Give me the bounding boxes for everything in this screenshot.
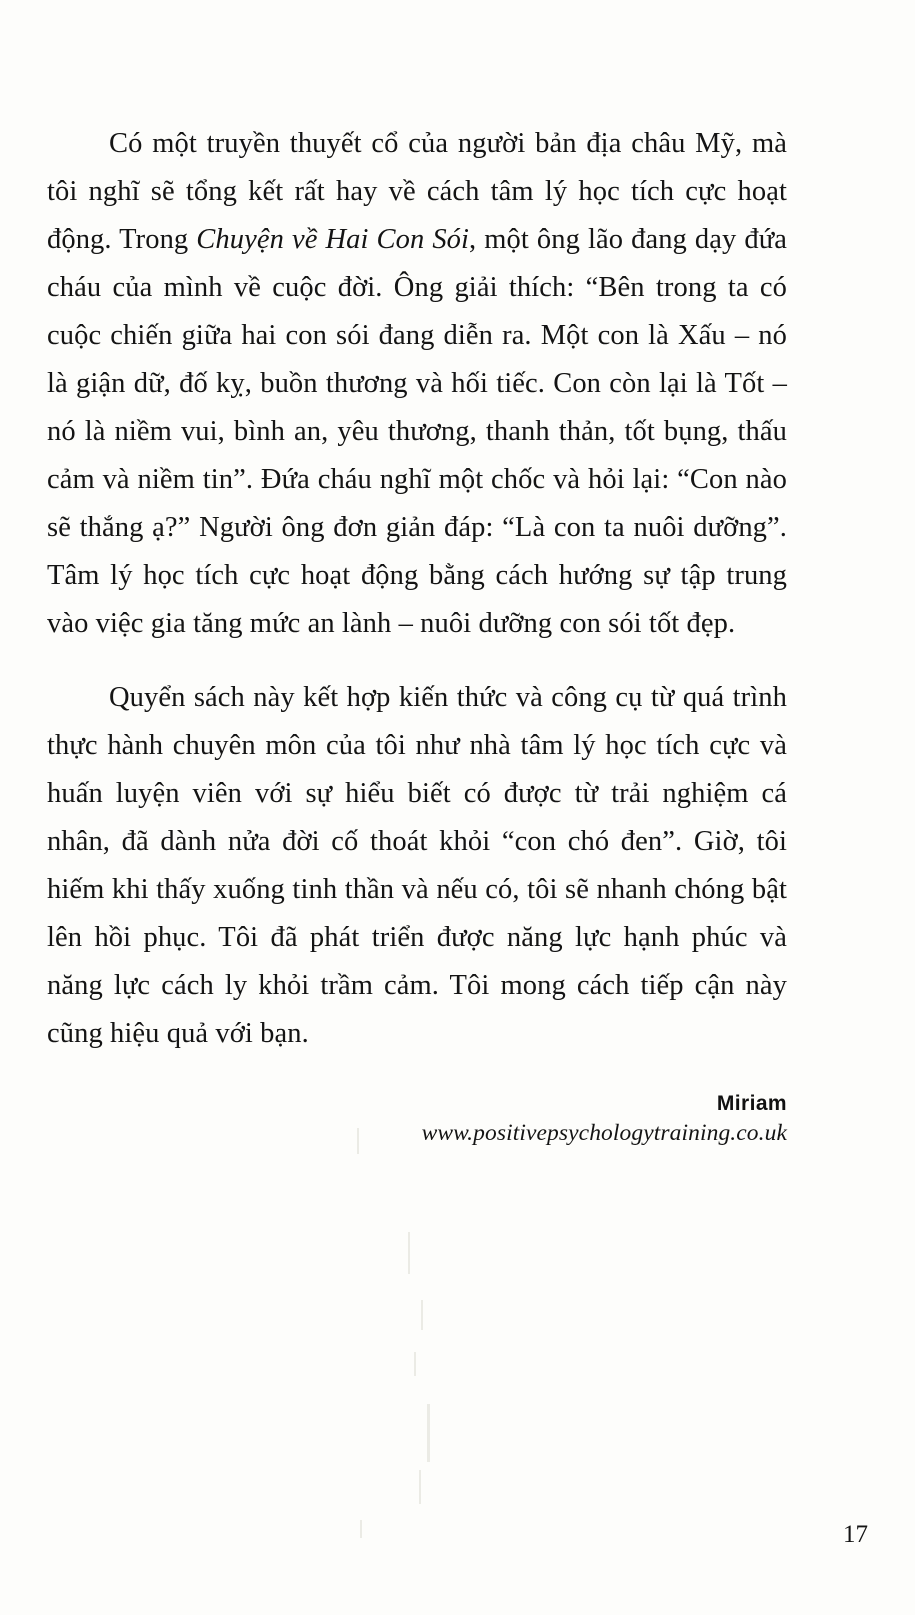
body-paragraph-2: Quyển sách này kết hợp kiến thức và công cụ từ quá trình thực hành chuyên môn của tôi như nhà tâm lý học tích cực và huấn luyện viên với sự hiểu biết có được từ trải nghiệm cá nhân, đã dành nửa đời cố thoát khỏi “con chó đen”. Giờ, tôi hiếm khi thấy xuống tinh thần và nếu có, tôi sẽ nhanh chóng bật lên hồi phục. Tôi đã phát triển được năng lực hạnh phúc và năng lực cách ly khỏi trầm cảm. Tôi mong cách tiếp cận này cũng hiệu quả với bạn.: [47, 682, 787, 1049]
italic-title-text: Chuyện về Hai Con Sói: [196, 224, 470, 255]
page-number: 17: [843, 1521, 868, 1548]
scan-artifact: [421, 1300, 423, 1330]
scan-artifact: [414, 1352, 416, 1376]
body-paragraph-1: Có một truyền thuyết cổ của người bản địa châu Mỹ, mà tôi nghĩ sẽ tổng kết rất hay về cách tâm lý học tích cực hoạt động. Trong Chuyện về Hai Con Sói, một ông lão đang dạy đứa cháu của mình về cuộc đời. Ông giải thích: “Bên trong ta có cuộc chiến giữa hai con sói đang diễn ra. Một con là Xấu – nó là giận dữ, đố kỵ, buồn thương và hối tiếc. Con còn lại là Tốt – nó là niềm vui, bình an, yêu thương, thanh thản, tốt bụng, thấu cảm và niềm tin”. Đứa cháu nghĩ một chốc và hỏi lại: “Con nào sẽ thắng ạ?” Người ông đơn giản đáp: “Là con ta nuôi dưỡng”. Tâm lý học tích cực hoạt động bằng cách hướng sự tập trung vào việc gia tăng mức an lành – nuôi dưỡng con sói tốt đẹp.: [47, 128, 788, 639]
signature-block: [47, 1092, 787, 1147]
scan-artifact: [419, 1470, 421, 1504]
author-signature-name: Miriam: [716, 1092, 787, 1115]
scan-artifact: [360, 1520, 362, 1538]
scan-artifact: [357, 1128, 359, 1154]
scan-artifact: [408, 1232, 410, 1274]
scan-artifact: [427, 1404, 430, 1462]
page-text-body: [47, 120, 787, 1147]
author-website-url: www.positivepsychologytraining.co.uk: [421, 1120, 787, 1146]
